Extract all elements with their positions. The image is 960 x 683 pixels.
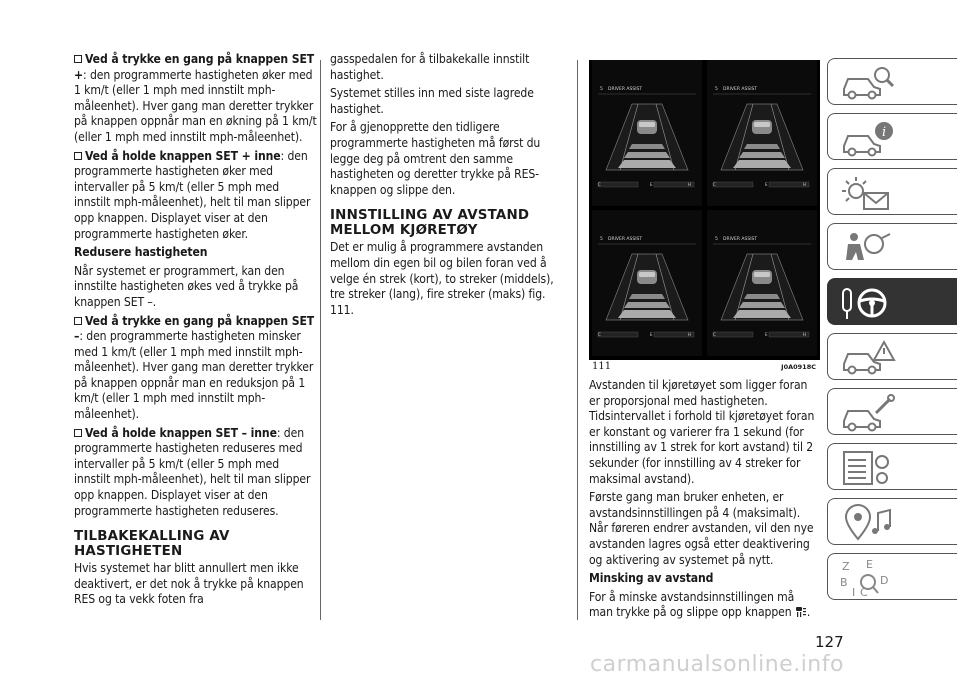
screen-top-left [592, 60, 702, 206]
text-column-2 [330, 52, 570, 321]
paragraph-2: Første gang man bruker enheten, er avstandsinnstillingen på 4 (maksimalt). Når føreren endrer avstanden, vil den nye avstanden lagres også etter deaktivering og aktivering av systemet på nytt. [589, 490, 814, 567]
page-number: 127 [815, 633, 844, 651]
tab-technical-data[interactable] [827, 443, 957, 490]
svg-text:i: i [882, 125, 887, 140]
paragraph-2: Systemet stilles inn med siste lagrede hastighet. [330, 86, 534, 116]
tab-multimedia[interactable] [827, 498, 957, 545]
car-warning-icon [838, 338, 898, 378]
subheading-reduce-speed: Redusere hastigheten [74, 245, 208, 260]
light-mail-icon [838, 173, 898, 213]
tab-car-search[interactable] [827, 58, 957, 105]
tab-service[interactable] [827, 388, 957, 435]
driver-assist-screens [589, 60, 820, 360]
car-search-icon [838, 63, 898, 103]
svg-text:I: I [852, 586, 856, 598]
car-info-icon [838, 118, 898, 158]
watermark: carmanualsonline.info [590, 652, 844, 677]
checkbox-square-icon [74, 152, 82, 160]
bullet-set-minus-hold: Ved å holde knappen SET – inne: den programmerte hastigheten reduseres med intervaller på 5 km/t (eller 5 mph med innstilt mph-måleenhet), helt til man slipper opp knappen. Displayet viser at den programmerte hastigheten reduseres. [74, 425, 311, 518]
distance-button-icon [795, 606, 807, 618]
svg-text:Z: Z [842, 560, 850, 573]
subheading-decrease-distance: Minsking av avstand [589, 571, 714, 586]
heading-speed-recall: TILBAKEKALLING AV HASTIGHETEN [74, 529, 230, 560]
svg-text:C: C [860, 586, 868, 598]
svg-text:B: B [840, 576, 848, 589]
figure-number: 111 [592, 361, 612, 372]
bullet-set-minus-press: Ved å trykke en gang på knappen SET –: den programmerte hastigheten minsker med 1 km/t (eller 1 mph med innstilt mph-måleenhet). Hver gang man deretter trykker på knappen oppnår man en reduksjon på 1 km/t (eller 1 mph med innstilt mph-måleenhet). [74, 313, 315, 422]
list-settings-icon [838, 448, 898, 488]
checkbox-square-icon [74, 55, 82, 63]
screen-top-right [707, 60, 817, 206]
paragraph-3: For å gjenopprette den tidligere programmerte hastigheten må først du legge deg på omtrent den samme hastigheten og deretter trykke på RES-knappen og slippe den. [330, 120, 541, 197]
paragraph-1: Avstanden til kjøretøyet som ligger foran er proporsjonal med hastigheten. Tidsintervallet i forhold til kjøretøyet foran er konstant og varierer fra 1 sekund (for innstilling av 1 strek for kort avstand) til 2 sekunder (for innstilling av 4 streker for maksimal avstand). [589, 378, 815, 486]
screen-bottom-left [592, 210, 702, 356]
svg-text:D: D [880, 574, 889, 587]
paragraph-1: gasspedalen for å tilbakekalle innstilt hastighet. [330, 52, 530, 82]
bullet-set-plus-hold: Ved å holde knappen SET + inne: den programmerte hastigheten øker med intervaller på 5 km/t (eller 5 mph med innstilt mph-måleenhet), helt til man slipper opp knappen. Displayet viser at den programmerte hastigheten øker. [74, 148, 311, 241]
text-column-3 [589, 378, 821, 624]
car-service-icon [838, 393, 898, 433]
key-steering-wheel-icon [838, 283, 898, 323]
checkbox-square-icon [74, 317, 82, 325]
navigation-music-icon [838, 503, 898, 543]
tab-lights-mail[interactable] [827, 168, 957, 215]
tab-car-info[interactable] [827, 113, 957, 160]
paragraph-speed-recall: Hvis systemet har blitt annullert men ikke deaktivert, er det nok å trykke på knappen RES og ta vekk foten fra [74, 561, 304, 607]
text-column-1 [74, 52, 318, 611]
paragraph-4: Det er mulig å programmere avstanden mellom din egen bil og bilen foran ved å velge én strek (kort), to streker (middels), tre streker (lang), fire streker (maks) fig. 111. [330, 240, 554, 317]
screen-bottom-right [707, 210, 817, 356]
column-divider [320, 60, 321, 620]
tab-warnings[interactable] [827, 333, 957, 380]
paragraph-3: For å minske avstandsinnstillingen må man trykke på og slippe opp knappen . [589, 589, 811, 620]
paragraph-reduce-speed: Når systemet er programmert, kan den innstilte hastigheten økes ved å trykke på knappen SET –. [74, 263, 299, 309]
figure-code: J0A0918C [781, 363, 816, 371]
heading-distance-setting: INNSTILLING AV AVSTAND MELLOM KJØRETØY [330, 208, 530, 239]
tab-starting-driving[interactable] [827, 278, 957, 325]
airbag-person-icon [838, 228, 898, 268]
checkbox-square-icon [74, 429, 82, 437]
figure-driver-assist-displays [589, 60, 820, 360]
tab-safety[interactable] [827, 223, 957, 270]
bullet-set-plus-press: Ved å trykke en gang på knappen SET +: den programmerte hastigheten øker med 1 km/t (eller 1 mph med innstilt mph-måleenhet). Hver gang man deretter trykker på knappen oppnår man en økning på 1 km/t (eller 1 mph med innstilt mph-måleenhet). [74, 52, 317, 144]
svg-text:E: E [866, 558, 873, 571]
column-divider [577, 60, 578, 620]
alphabet-index-icon [838, 558, 898, 598]
tab-index[interactable] [827, 553, 957, 600]
